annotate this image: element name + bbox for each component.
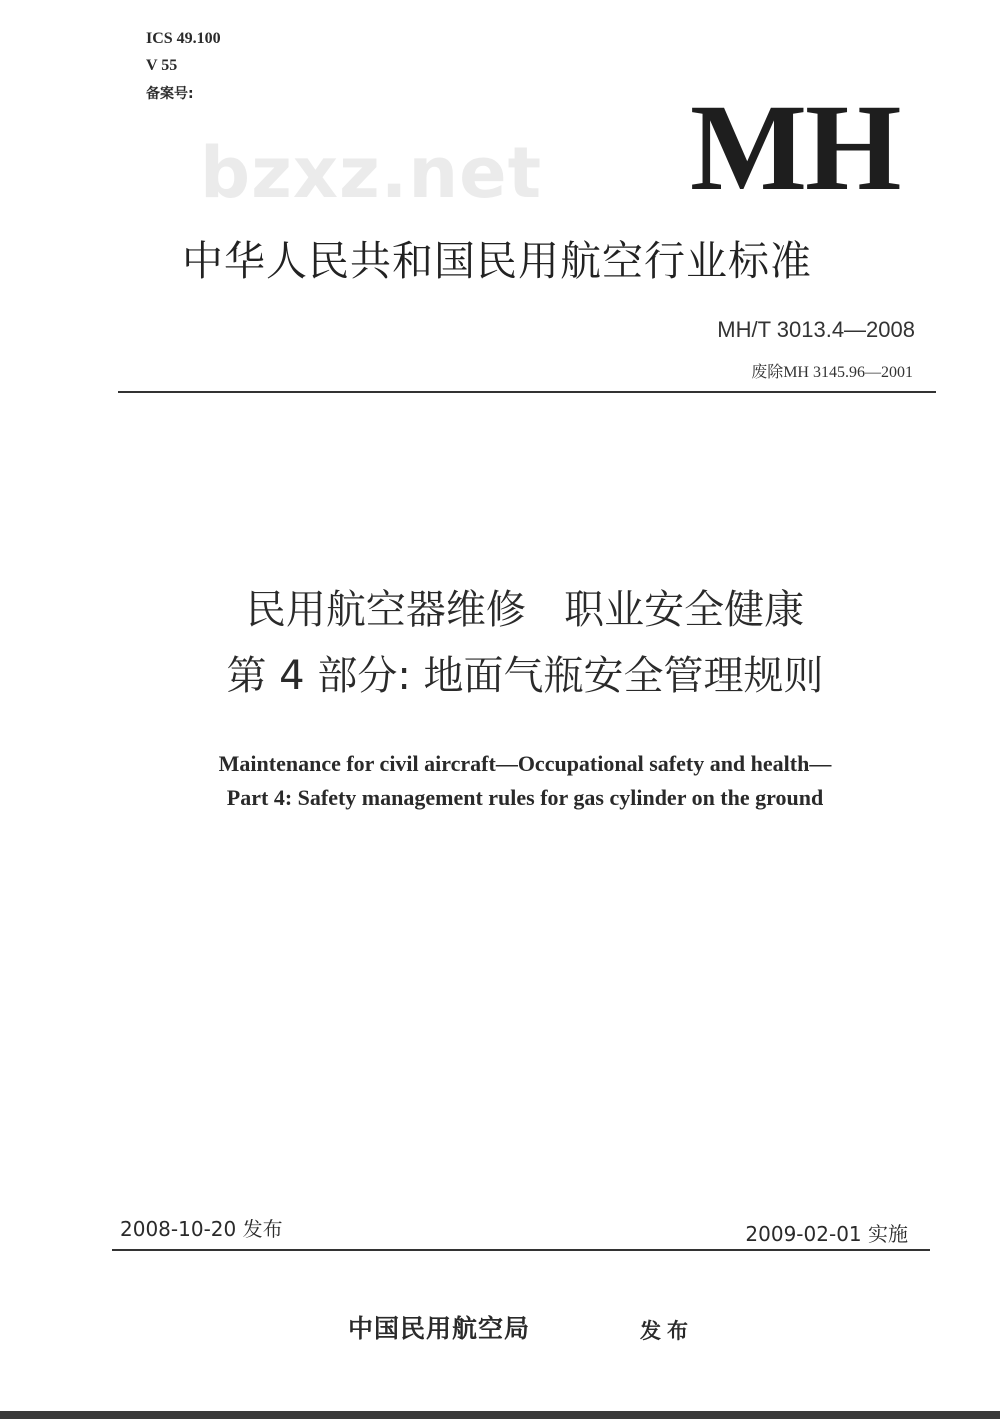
organization-standard-title: 中华人民共和国民用航空行业标准 xyxy=(182,237,812,285)
filing-number-label: 备案号: xyxy=(146,86,194,102)
english-title-line-2: Part 4: Safety management rules for gas cylinder on the ground xyxy=(226,785,824,810)
ics-code: ICS 49.100 xyxy=(146,30,221,47)
chinese-title-line-1: 民用航空器维修 职业安全健康 xyxy=(245,587,805,633)
english-title-line-1: Maintenance for civil aircraft—Occupational safety and health— xyxy=(218,751,832,776)
top-divider xyxy=(118,391,936,393)
standard-number: MH/T 3013.4—2008 xyxy=(717,317,915,342)
bottom-divider xyxy=(112,1249,930,1251)
watermark: bzxz.net xyxy=(200,132,543,214)
issuing-authority: 中国民用航空局 xyxy=(348,1314,531,1343)
scan-edge-band xyxy=(0,1411,1000,1419)
chinese-title-line-2: 第 4 部分: 地面气瓶安全管理规则 xyxy=(226,653,824,699)
replaced-standard: 废除MH 3145.96—2001 xyxy=(751,364,913,381)
issue-action: 发布 xyxy=(640,1318,694,1343)
issue-date: 2008-10-20 发布 xyxy=(120,1217,283,1241)
implementation-date: 2009-02-01 实施 xyxy=(745,1222,908,1246)
classification-code: V 55 xyxy=(146,57,178,74)
mh-logo: MH xyxy=(690,79,900,216)
